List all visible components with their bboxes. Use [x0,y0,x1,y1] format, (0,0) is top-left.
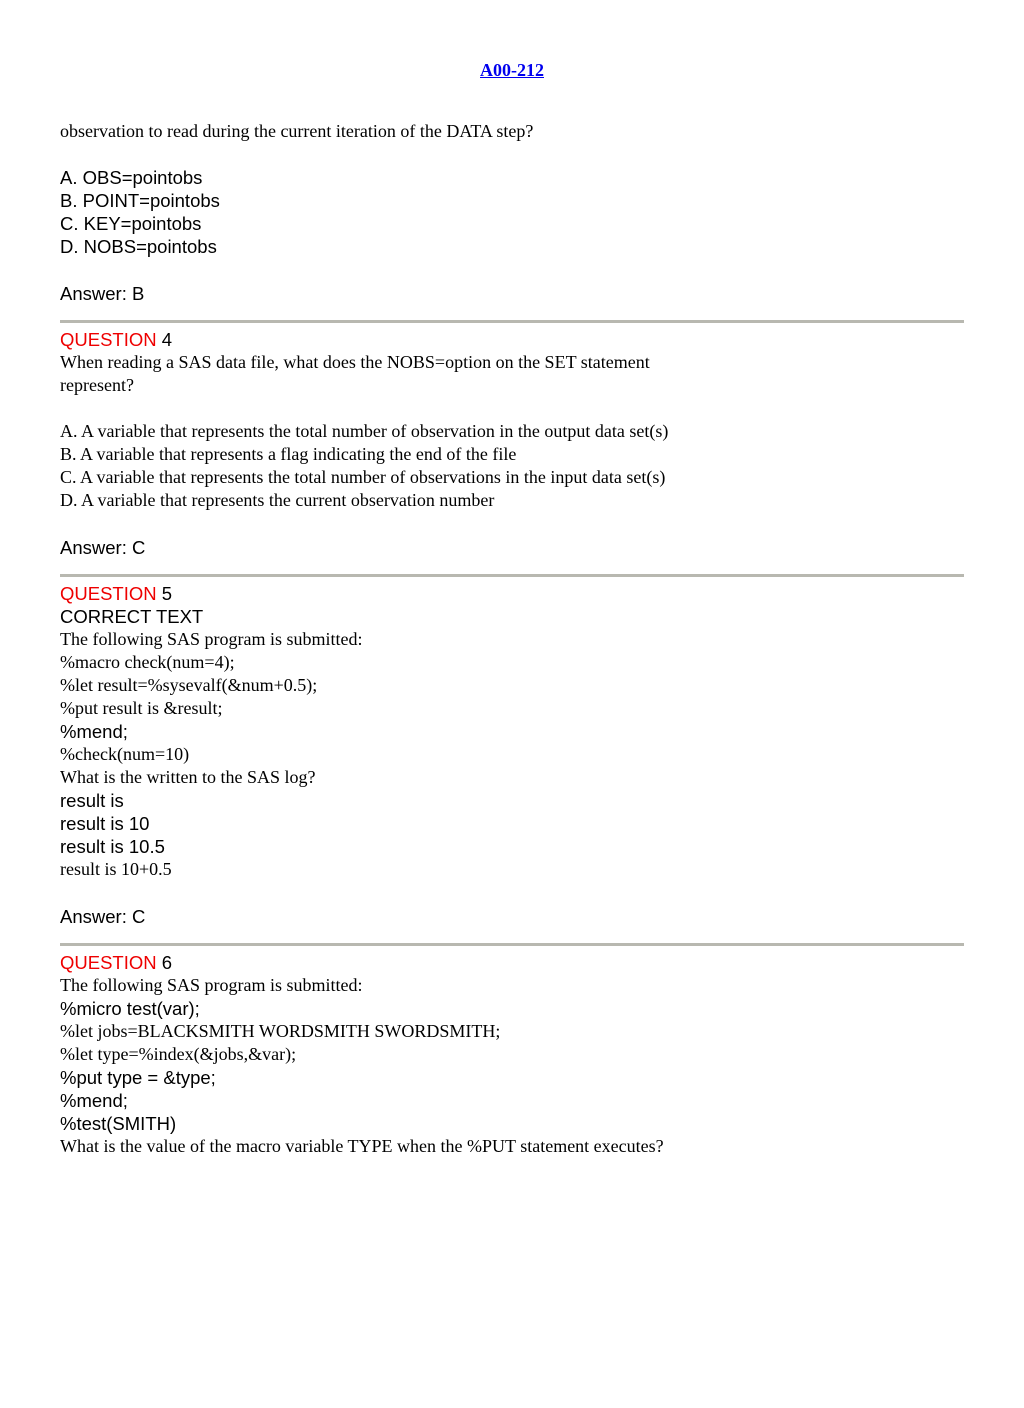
question-6-line: %test(SMITH) [60,1113,177,1134]
question-5-line: result is 10 [60,813,150,834]
question-6-line: %let jobs=BLACKSMITH WORDSMITH SWORDSMITH; [60,1021,501,1041]
option-d: D. A variable that represents the current observation number [60,490,495,510]
question-3-options [60,166,220,258]
question-4-line-1: When reading a SAS data file, what does the NOBS=option on the SET statement [60,352,650,372]
question-5-body [60,605,362,881]
question-4-line-2: represent? [60,375,134,395]
question-5-line: What is the written to the SAS log? [60,767,316,787]
question-4-heading [60,328,172,351]
option-a: A. OBS=pointobs [60,167,203,188]
question-6-line: %mend; [60,1090,128,1111]
question-number: 6 [161,952,173,973]
exam-code-link[interactable]: A00-212 [480,60,544,80]
question-label: QUESTION [60,952,157,973]
question-3-text-tail: observation to read during the current iteration of the DATA step? [60,121,534,141]
question-6-heading [60,951,172,974]
page-header [0,60,1024,81]
question-5-line: result is [60,790,124,811]
divider [60,320,964,323]
question-number: 5 [161,583,173,604]
option-c: C. A variable that represents the total number of observations in the input data set(s) [60,467,666,487]
question-label: QUESTION [60,329,157,350]
question-6-line: %let type=%index(&jobs,&var); [60,1044,297,1064]
question-6-line: What is the value of the macro variable TYPE when the %PUT statement executes? [60,1136,664,1156]
option-d: D. NOBS=pointobs [60,236,217,257]
option-a: A. A variable that represents the total number of observation in the output data set(s) [60,421,669,441]
question-3-answer: Answer: B [60,283,145,304]
question-5-line: result is 10.5 [60,836,165,857]
question-5-heading [60,582,172,605]
question-4-options [60,420,668,512]
question-label: QUESTION [60,583,157,604]
question-6-line: %micro test(var); [60,998,200,1019]
question-6-line: %put type = &type; [60,1067,216,1088]
question-5-line: result is 10+0.5 [60,859,172,879]
question-5-line: %macro check(num=4); [60,652,235,672]
divider [60,943,964,946]
question-5-line: %put result is &result; [60,698,223,718]
option-b: B. POINT=pointobs [60,190,220,211]
question-5-answer: Answer: C [60,906,146,927]
question-6-line: The following SAS program is submitted: [60,975,363,995]
question-5-line: %check(num=10) [60,744,190,764]
option-c: C. KEY=pointobs [60,213,202,234]
question-6-body [60,974,664,1158]
question-4-text [60,351,650,397]
option-b: B. A variable that represents a flag indicating the end of the file [60,444,517,464]
question-5-line: %let result=%sysevalf(&num+0.5); [60,675,318,695]
question-5-line: CORRECT TEXT [60,606,204,627]
question-5-line: The following SAS program is submitted: [60,629,363,649]
question-4-answer: Answer: C [60,537,146,558]
question-number: 4 [161,329,173,350]
divider [60,574,964,577]
question-5-line: %mend; [60,721,128,742]
